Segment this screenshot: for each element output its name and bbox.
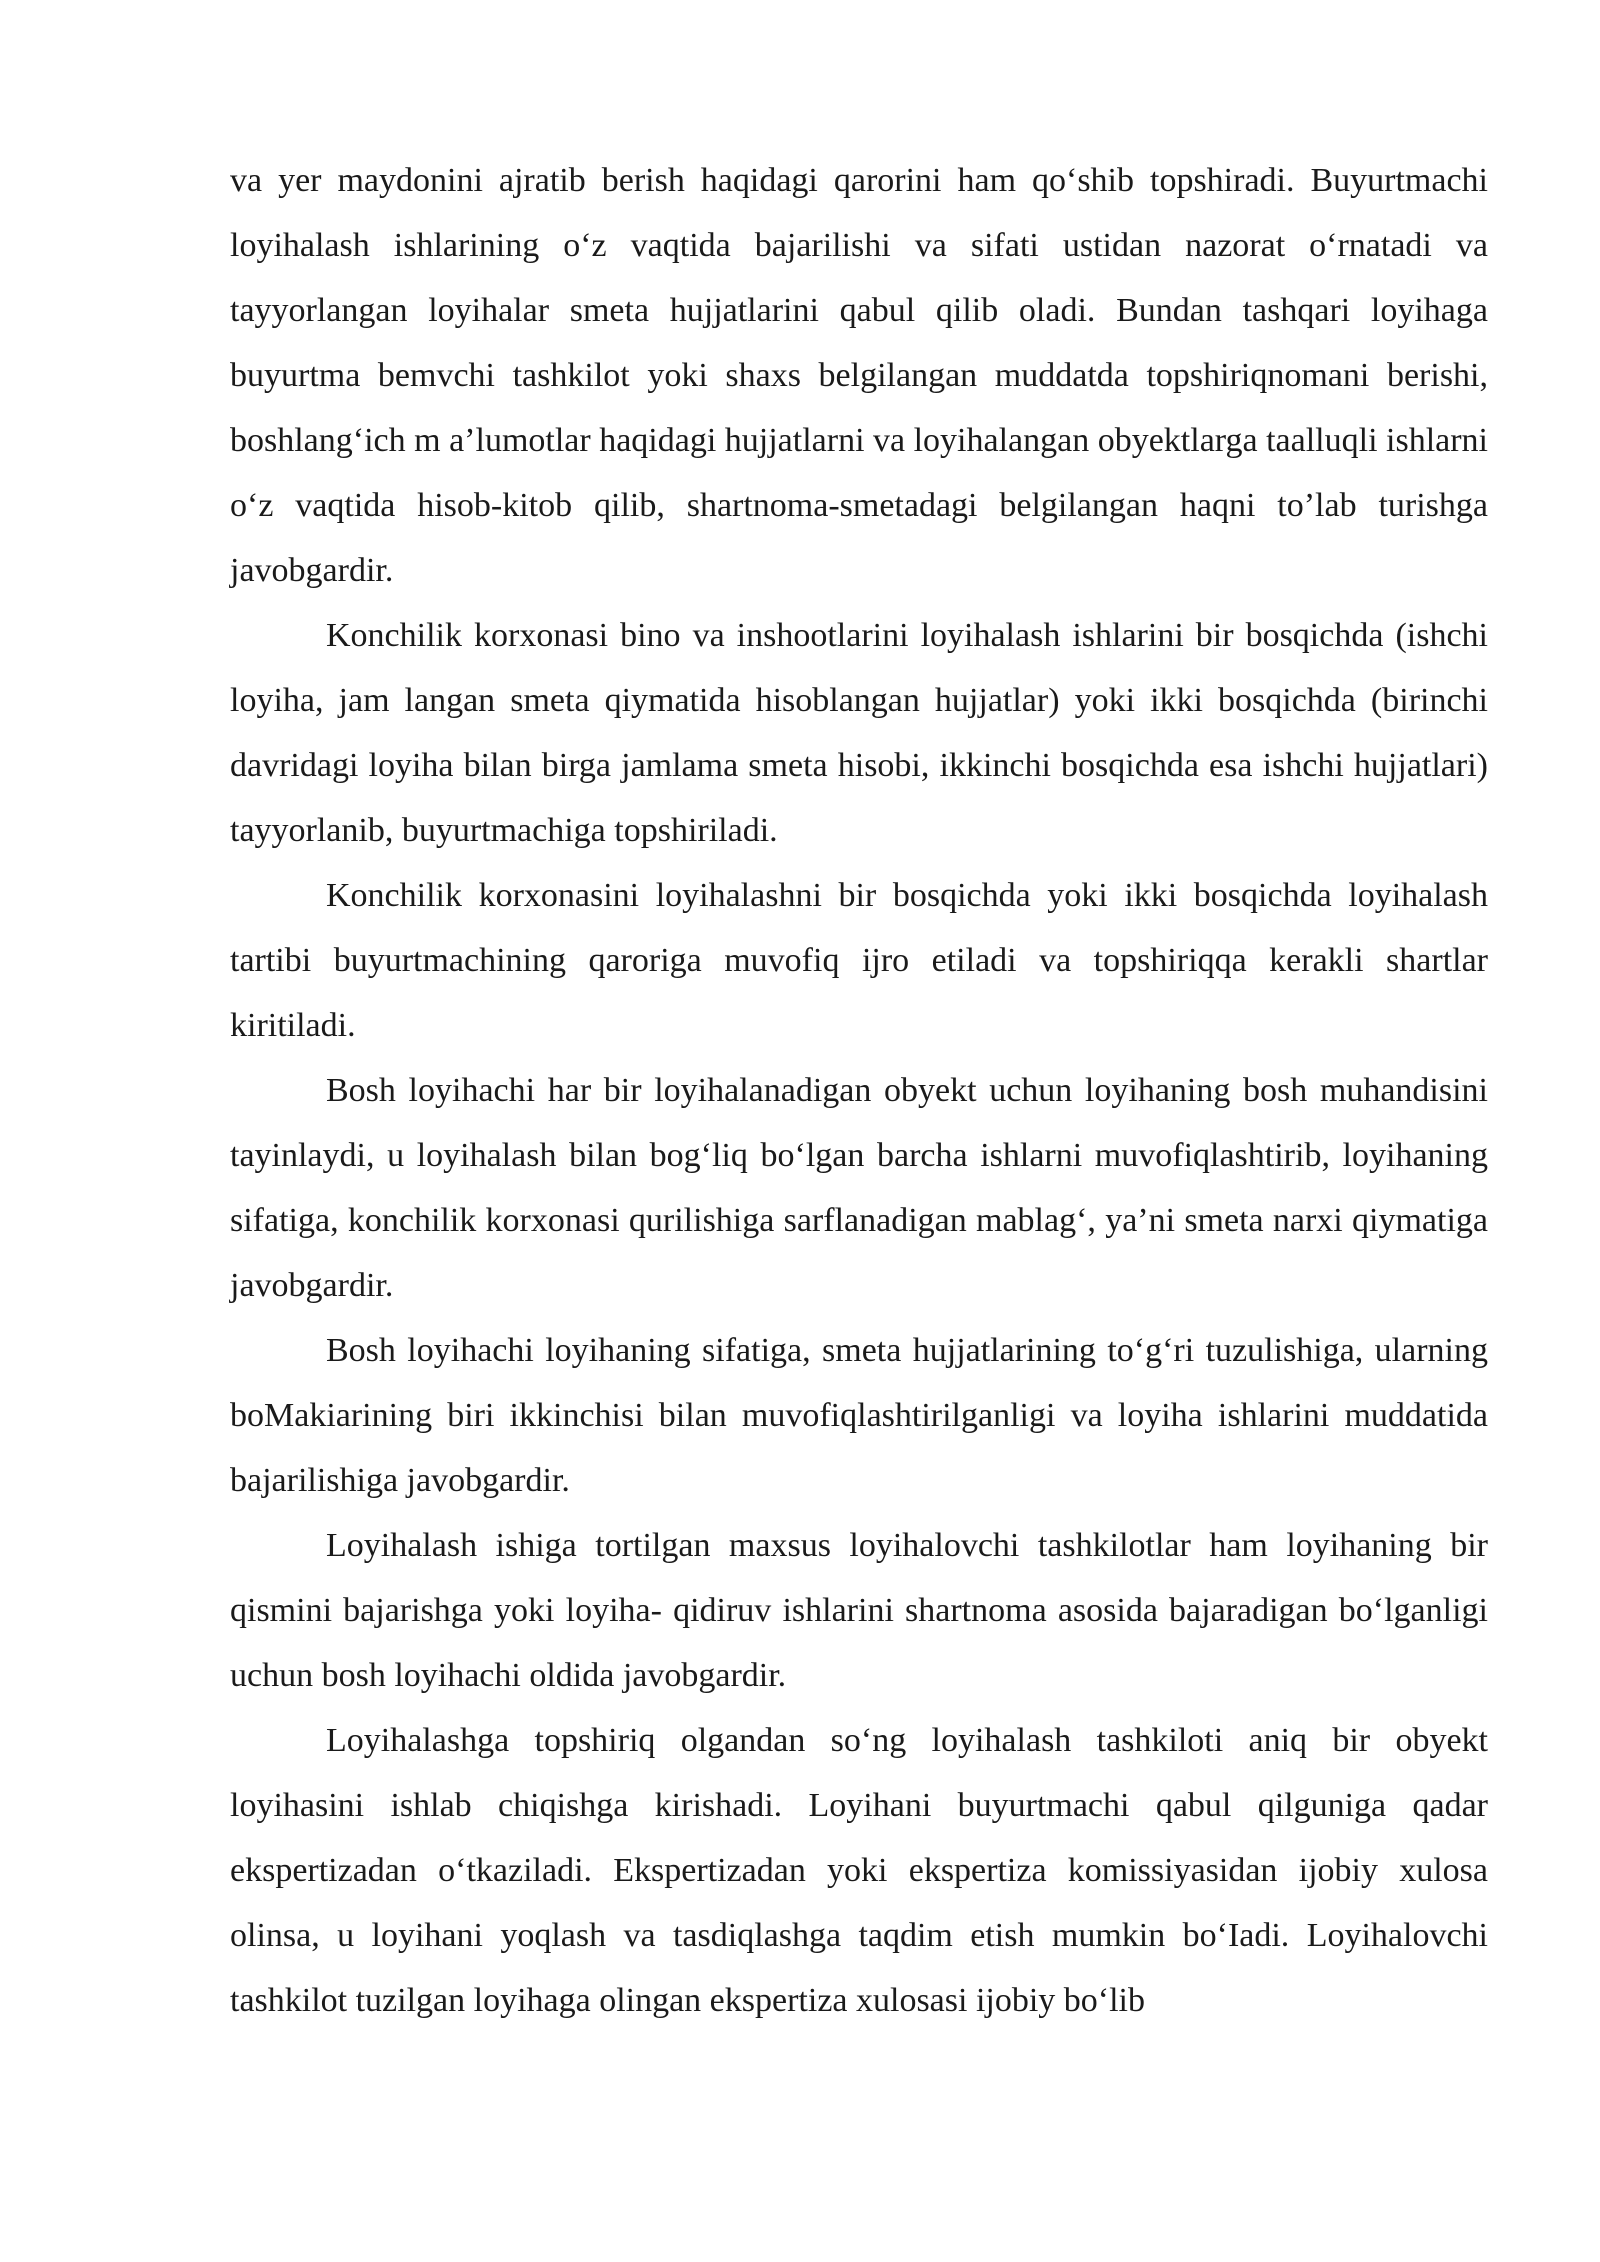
paragraph-5: Bosh loyihachi loyihaning sifatiga, smeta hujjatlarining to‘g‘ri tuzulishiga, ularning boMakiarining biri ikkinchisi bilan muvofiqlashtirilganligi va loyiha ishlarini muddatida bajarilishiga javobgardir. [230,1332,1488,1499]
paragraph-3: Konchilik korxonasini loyihalashni bir bosqichda yoki ikki bosqichda loyihalash tartibi buyurtmachining qaroriga muvofiq ijro etiladi va topshiriqqa kerakli shartlar kiritiladi. [230,877,1488,1044]
paragraph-2: Konchilik korxonasi bino va inshootlarini loyihalash ishlarini bir bosqichda (ishchi loyiha, jam langan smeta qiymatida hisoblangan hujjatlar) yoki ikki bosqichda (birinchi davridagi loyiha bilan birga jamlama smeta hisobi, ikkinchi bosqichda esa ishchi hujjatlari) tayyorlanib, buyurtmachiga topshiriladi. [230,617,1488,849]
paragraph-6: Loyihalash ishiga tortilgan maxsus loyihalovchi tashkilotlar ham loyihaning bir qismini bajarishga yoki loyiha- qidiruv ishlarini shartnoma asosida bajaradigan bo‘lganligi uchun bosh loyihachi oldida javobgardir. [230,1527,1488,1694]
paragraph-7: Loyihalashga topshiriq olgandan so‘ng loyihalash tashkiloti aniq bir obyekt loyihasini ishlab chiqishga kirishadi. Loyihani buyurtmachi qabul qilguniga qadar ekspertizadan o‘tkaziladi. Ekspertizadan yoki ekspertiza komissiyasidan ijobiy xulosa olinsa, u loyihani yoqlash va tasdiqlashga taqdim etish mumkin bo‘Iadi. Loyihalovchi tashkilot tuzilgan loyihaga olingan ekspertiza xulosasi ijobiy bo‘lib [230,1722,1488,2019]
document-body [230,148,1488,2033]
paragraph-1: va yer maydonini ajratib berish haqidagi qarorini ham qo‘shib topshiradi. Buyurtmachi loyihalash ishlarining o‘z vaqtida bajarilishi va sifati ustidan nazorat o‘rnatadi va tayyorlangan loyihalar smeta hujjatlarini qabul qilib oladi. Bundan tashqari loyihaga buyurtma bemvchi tashkilot yoki shaxs belgilangan muddatda topshiriqnomani berishi, boshlang‘ich m a’lumotlar haqidagi hujjatlarni va loyihalangan obyektlarga taalluqli ishlarni o‘z vaqtida hisob-kitob qilib, shartnoma-smetadagi belgilangan haqni to’lab turishga javobgardir. [230,162,1488,589]
paragraph-4: Bosh loyihachi har bir loyihalanadigan obyekt uchun loyihaning bosh muhandisini tayinlaydi, u loyihalash bilan bog‘liq bo‘lgan barcha ishlarni muvofiqlashtirib, loyihaning sifatiga, konchilik korxonasi qurilishiga sarflanadigan mablag‘, ya’ni smeta narxi qiymatiga javobgardir. [230,1072,1488,1304]
